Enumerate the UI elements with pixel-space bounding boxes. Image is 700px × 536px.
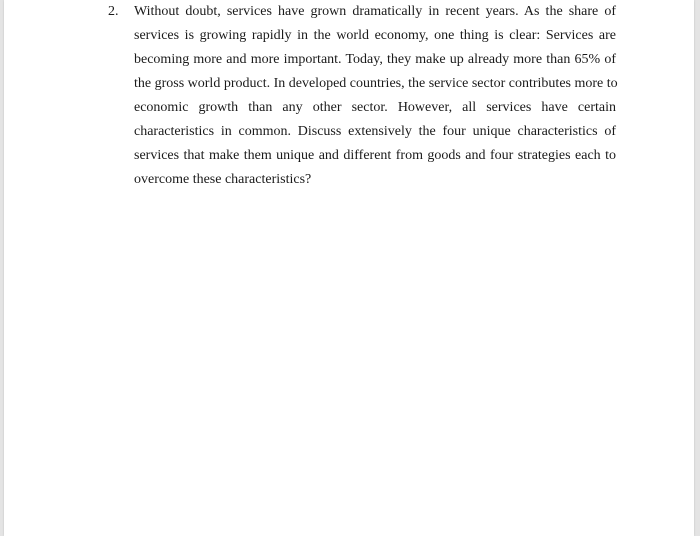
question-line: becoming more and more important. Today, they make up already more than 65% of <box>134 52 616 67</box>
question-line: services is growing rapidly in the world economy, one thing is clear: Services are <box>134 28 616 43</box>
question-line: Without doubt, services have grown dramatically in recent years. As the share of <box>134 4 616 19</box>
question-text <box>134 0 616 192</box>
question-line: characteristics in common. Discuss extensively the four unique characteristics of <box>134 124 616 139</box>
question-line: services that make them unique and different from goods and four strategies each to <box>134 148 616 163</box>
question-line: overcome these characteristics? <box>134 172 312 187</box>
question-line: economic growth than any other sector. However, all services have certain <box>134 100 616 115</box>
question-number: 2. <box>108 4 119 19</box>
question-line: the gross world product. In developed countries, the service sector contributes more to <box>134 76 618 91</box>
document-page <box>4 0 694 536</box>
